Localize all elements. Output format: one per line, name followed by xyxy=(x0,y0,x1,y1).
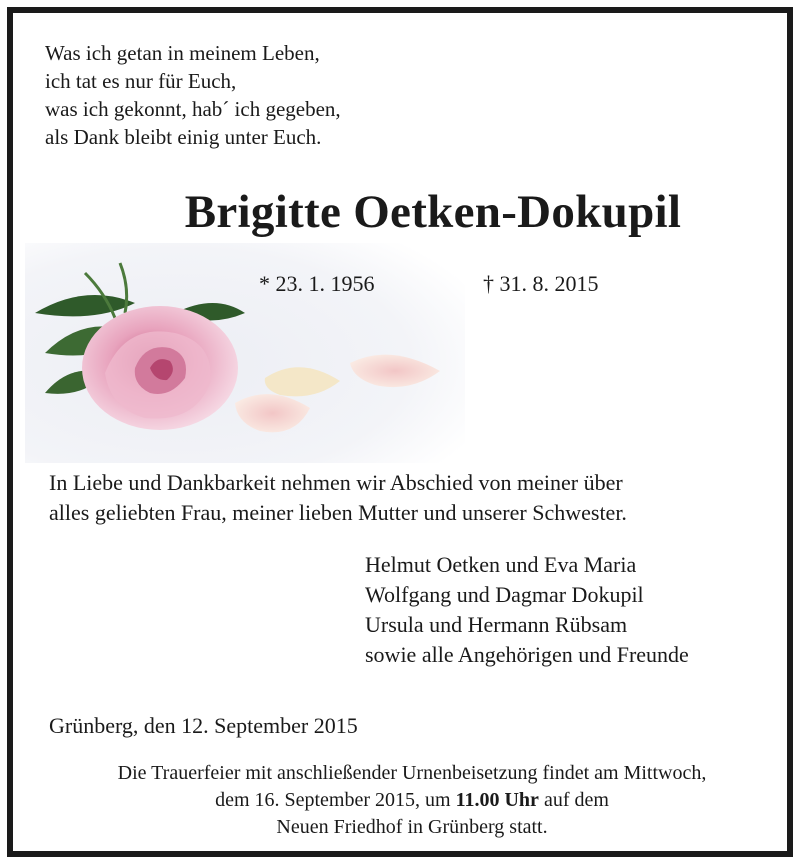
mourner-line: Helmut Oetken und Eva Maria xyxy=(365,552,637,577)
deceased-name: Brigitte Oetken-Dokupil xyxy=(184,186,682,238)
poem-line: was ich gekonnt, hab´ ich gegeben, xyxy=(45,97,341,121)
funeral-line: Die Trauerfeier mit anschließender Urnenbeisetzung findet am Mittwoch, xyxy=(117,762,707,784)
farewell-line: alles geliebten Frau, meiner lieben Mutter und unserer Schwester. xyxy=(49,500,627,525)
mourners-list xyxy=(365,550,689,670)
funeral-line: Neuen Friedhof in Grünberg statt. xyxy=(276,816,548,838)
mourner-line: sowie alle Angehörigen und Freunde xyxy=(365,642,689,667)
place-date: Grünberg, den 12. September 2015 xyxy=(49,713,358,738)
funeral-date-text: dem 16. September 2015, um xyxy=(215,789,456,811)
funeral-time: 11.00 Uhr xyxy=(455,789,539,811)
birth-date: * 23. 1. 1956 xyxy=(259,271,375,296)
farewell-line: In Liebe und Dankbarkeit nehmen wir Abschied von meiner über xyxy=(49,470,623,495)
funeral-date-suffix: auf dem xyxy=(538,789,609,811)
poem xyxy=(45,39,341,151)
poem-line: Was ich getan in meinem Leben, xyxy=(45,41,320,65)
mourner-line: Wolfgang und Dagmar Dokupil xyxy=(365,582,644,607)
rose-icon xyxy=(25,243,465,463)
funeral-notice xyxy=(13,760,787,841)
poem-line: ich tat es nur für Euch, xyxy=(45,69,237,93)
mourner-line: Ursula und Hermann Rübsam xyxy=(365,612,628,637)
funeral-line xyxy=(37,787,787,814)
poem-line: als Dank bleibt einig unter Euch. xyxy=(45,125,322,149)
farewell-text xyxy=(49,468,779,528)
death-date: † 31. 8. 2015 xyxy=(483,271,599,296)
obituary-frame xyxy=(7,7,793,857)
